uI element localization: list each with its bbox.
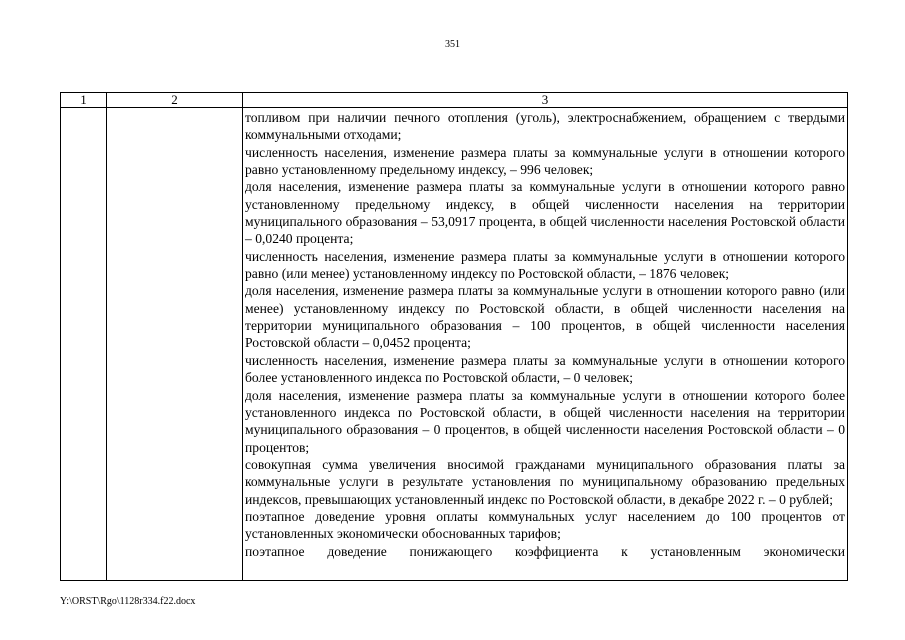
paragraph: численность населения, изменение размера платы за коммунальные услуги в отношении которого более установленного индекса по Ростовской области, – 0 человек;: [245, 352, 845, 386]
page-number: 351: [445, 39, 460, 50]
paragraph: топливом при наличии печного отопления (уголь), электроснабжением, обращением с твердыми коммунальными отходами;: [245, 110, 845, 143]
table-cell-col2: [107, 108, 243, 581]
document-table: [60, 92, 848, 581]
paragraph-continued: поэтапное доведение понижающего коэффициента к установленным экономически: [245, 543, 845, 559]
table-row: [61, 108, 848, 581]
paragraph: численность населения, изменение размера платы за коммунальные услуги в отношении которого равно установленному предельному индексу, – 996 человек;: [245, 144, 845, 178]
column-header-1: 1: [61, 93, 107, 108]
paragraph: доля населения, изменение размера платы за коммунальные услуги в отношении которого равно установленному предельному индексу, в общей численности населения на территории муниципального образования – 53,0917 процента, в общей численности населения Ростовской области – 0,0240 процента;: [245, 179, 845, 247]
column-header-3: 3: [243, 93, 848, 108]
paragraph: доля населения, изменение размера платы за коммунальные услуги в отношении которого равно (или менее) установленному индексу по Ростовской области, в общей численности населения на территории муниципального образования – 100 процентов, в общей численности населения Ростовской области – 0,0452 процента;: [245, 283, 845, 351]
paragraph: доля населения, изменение размера платы за коммунальные услуги в отношении которого более установленного индекса по Ростовской области, в общей численности населения на территории муниципального образования – 0 процентов, в общей численности населения Ростовской области – 0 процентов;: [245, 387, 845, 455]
footer-file-path: Y:\ORST\Rgo\1128r334.f22.docx: [60, 596, 196, 607]
paragraph: поэтапное доведение уровня оплаты коммунальных услуг населением до 100 процентов от установленных экономически обоснованных тарифов;: [245, 508, 845, 542]
table-header-row: [61, 93, 848, 108]
paragraph: совокупная сумма увеличения вносимой гражданами муниципального образования платы за коммунальные услуги в результате установления по муниципальному образованию предельных индексов, превышающих установленный индекс по Ростовской области, в декабре 2022 г. – 0 рублей;: [245, 456, 845, 507]
table-cell-content: [243, 108, 848, 581]
table-cell-col1: [61, 108, 107, 581]
column-header-2: 2: [107, 93, 243, 108]
paragraph: численность населения, изменение размера платы за коммунальные услуги в отношении которого равно (или менее) установленному индексу по Ростовской области, – 1876 человек;: [245, 248, 845, 282]
